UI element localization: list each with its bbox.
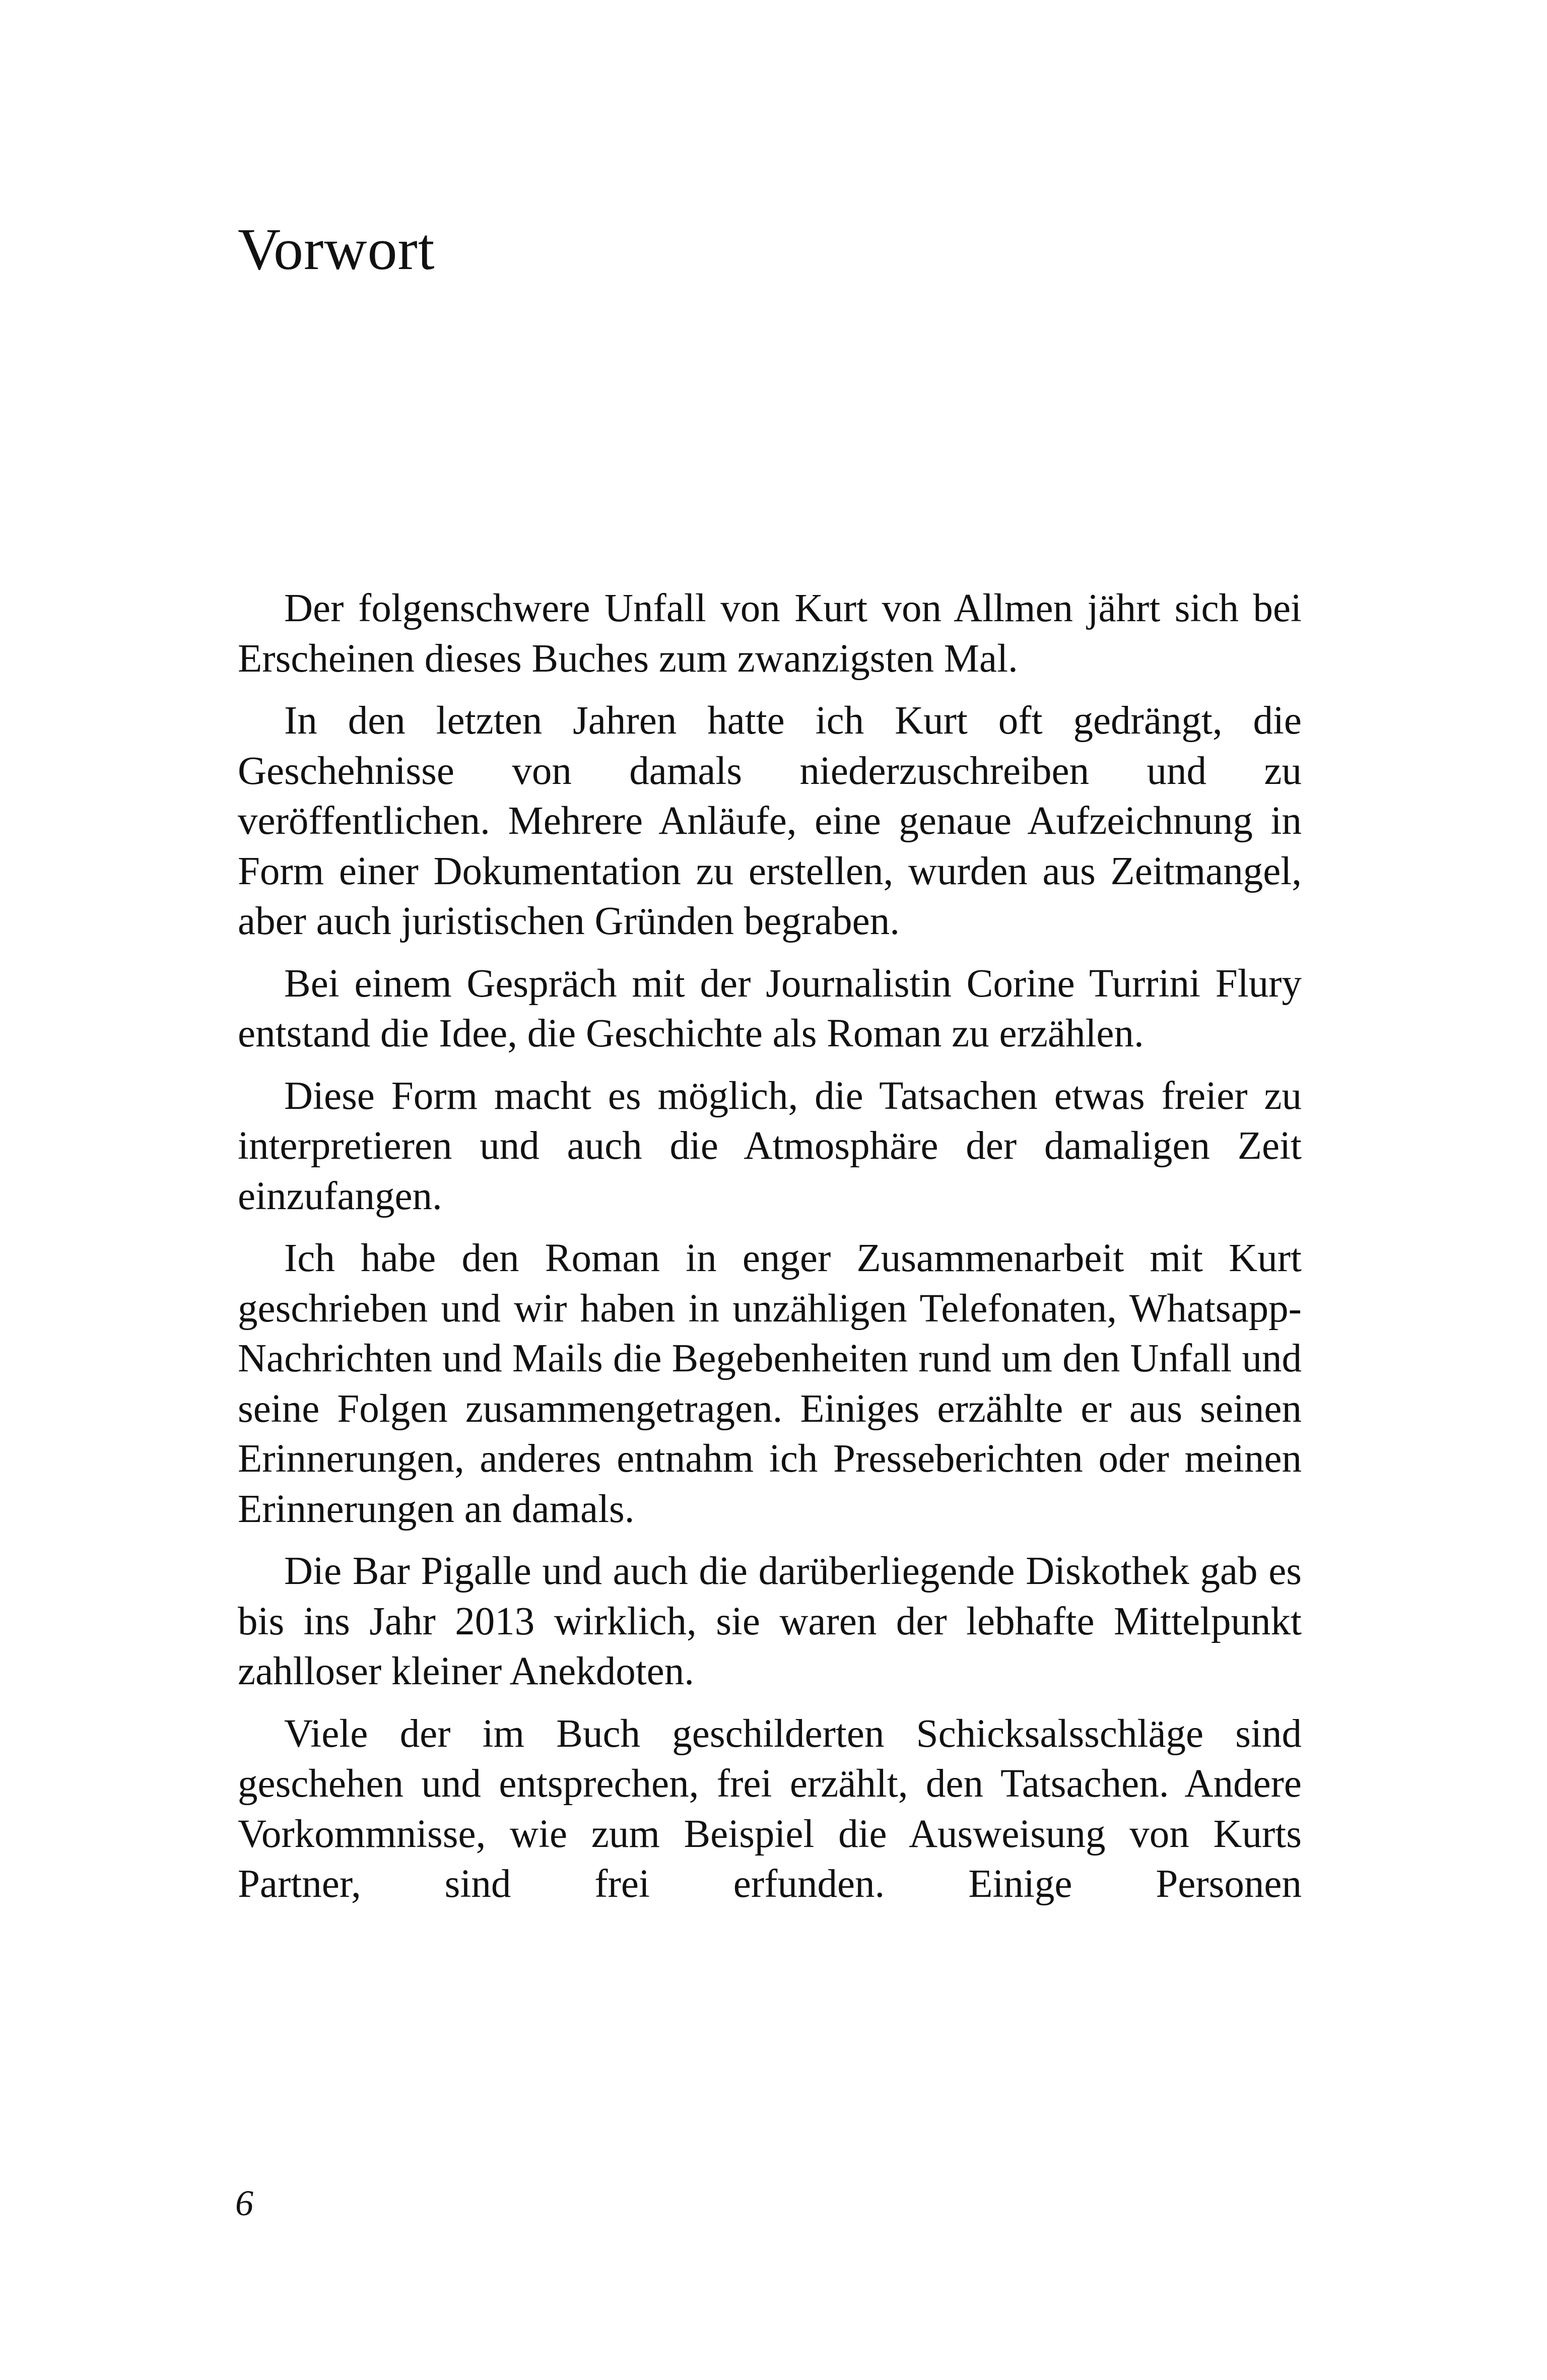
paragraph: In den letzten Jahren hatte ich Kurt oft gedrängt, die Geschehnisse von damals niederzuschreiben und zu veröffentlichen. Mehrere Anläufe, eine genaue Aufzeichnung in Form einer Dokumentation zu erstellen, wurden aus Zeitmangel, aber auch juristischen Gründen begraben. [238, 699, 1302, 943]
page-number: 6 [235, 2183, 253, 2223]
paragraph: Diese Form macht es möglich, die Tatsachen etwas freier zu interpretieren und auch die Atmosphäre der damaligen Zeit einzufangen. [238, 1074, 1302, 1218]
paragraph: Bei einem Gespräch mit der Journalistin Corine Turrini Flury entstand die Idee, die Geschichte als Roman zu erzählen. [238, 961, 1302, 1055]
paragraph: Die Bar Pigalle und auch die darüberliegende Diskothek gab es bis ins Jahr 2013 wirklich, sie waren der lebhafte Mittelpunkt zahlloser kleiner Anekdoten. [238, 1549, 1302, 1693]
paragraph: Ich habe den Roman in enger Zusammenarbeit mit Kurt geschrieben und wir haben in unzähligen Telefonaten, Whatsapp-Nachrichten und Mails die Begebenheiten rund um den Unfall und seine Folgen zusammengetragen. Einiges erzählte er aus seinen Erinnerungen, anderes entnahm ich Presseberichten oder meinen Erinnerungen an damals. [238, 1236, 1302, 1531]
chapter-title: Vorwort [238, 216, 435, 282]
paragraph: Viele der im Buch geschilderten Schicksalsschläge sind geschehen und entsprechen, frei erzählt, den Tatsachen. Andere Vorkommnisse, wie zum Beispiel die Ausweisung von Kurts Partner, sind frei erfunden. Einige Personen [238, 1711, 1302, 1906]
paragraph: Der folgenschwere Unfall von Kurt von Allmen jährt sich bei Erscheinen dieses Buches zum zwanzigsten Mal. [238, 586, 1302, 681]
body-text [238, 583, 1302, 1922]
